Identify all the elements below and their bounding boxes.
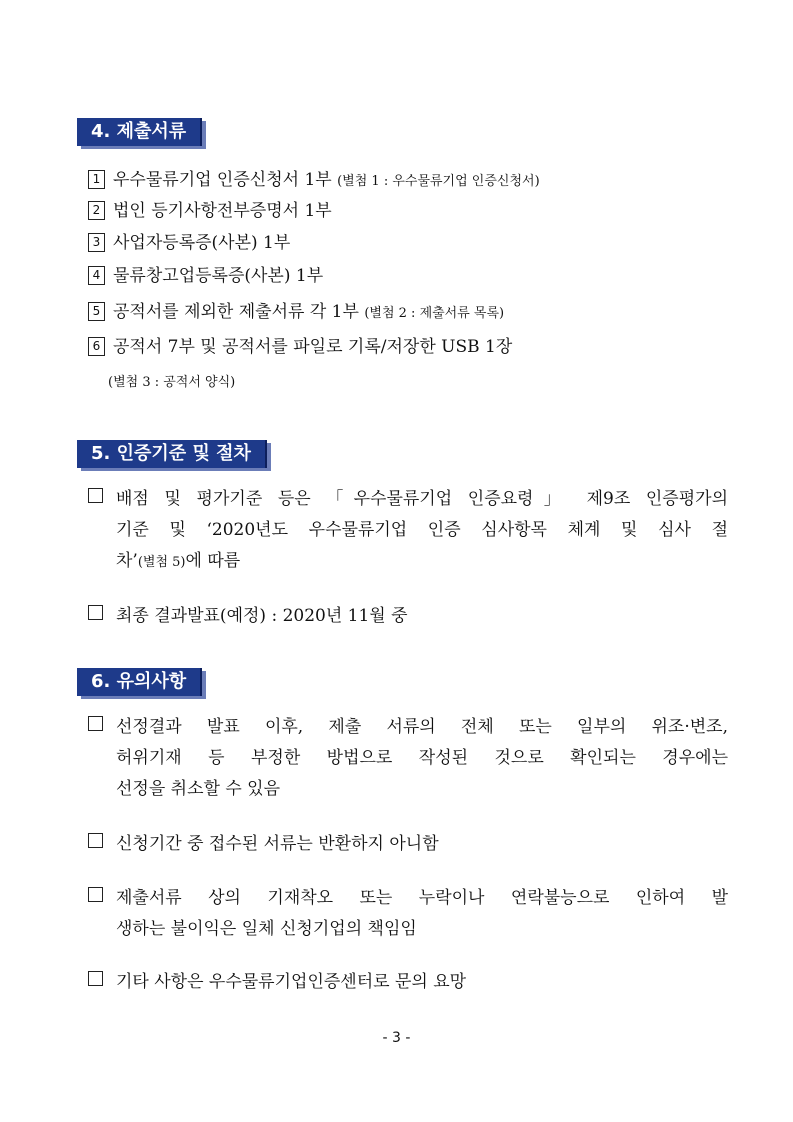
page-number: - 3 - [382, 1030, 411, 1046]
checkbox-bullet [88, 887, 103, 902]
note-line: 기타 사항은 우수물류기업인증센터로 문의 요망 [116, 972, 467, 992]
item-number-box: 1 [88, 170, 105, 189]
note-paragraph-1 [88, 712, 728, 805]
item-number-box: 4 [88, 266, 105, 285]
criteria-line-3c: 에 따름 [185, 551, 241, 571]
doc-item-text: 우수물류기업 인증신청서 1부 [113, 170, 338, 190]
doc-item-2 [88, 199, 332, 223]
criteria-paragraph [88, 484, 728, 578]
criteria-line-2: 기준 및 ‘2020년도 우수물류기업 인증 심사항목 체계 및 심사 절 [116, 520, 728, 540]
result-paragraph [88, 601, 728, 632]
checkbox-bullet [88, 971, 103, 986]
doc-item-5 [88, 300, 504, 326]
doc-item-text: 법인 등기사항전부증명서 1부 [113, 201, 332, 221]
item-number-box: 6 [88, 337, 105, 356]
doc-item-3 [88, 231, 290, 255]
doc-item-text: 공적서를 제외한 제출서류 각 1부 [113, 302, 365, 322]
note-paragraph-2 [88, 829, 728, 860]
checkbox-bullet [88, 833, 103, 848]
item-number-box: 2 [88, 201, 105, 220]
note-paragraph-3 [88, 883, 728, 945]
section-heading-documents: 4. 제출서류 [77, 118, 202, 146]
criteria-line-3a: 차’ [116, 551, 138, 571]
checkbox-bullet [88, 605, 103, 620]
doc-item-text: 물류창고업등록증(사본) 1부 [113, 266, 324, 286]
doc-item-text: 사업자등록증(사본) 1부 [113, 233, 291, 253]
doc-item-6 [88, 335, 512, 359]
criteria-annex-ref: (별첨 5) [137, 555, 186, 570]
note-line: 생하는 불이익은 일체 신청기업의 책임임 [116, 919, 417, 939]
note-paragraph-4 [88, 967, 728, 998]
criteria-line-1: 배점 및 평가기준 등은 「우수물류기업 인증요령」 제9조 인증평가의 [116, 489, 728, 509]
section-heading-notes: 6. 유의사항 [77, 668, 202, 696]
checkbox-bullet [88, 716, 103, 731]
doc-extra-note: (별첨 3 : 공적서 양식) [108, 375, 236, 390]
item-number-box: 5 [88, 302, 105, 321]
section-heading-criteria: 5. 인증기준 및 절차 [77, 440, 267, 468]
note-line: 선정결과 발표 이후, 제출 서류의 전체 또는 일부의 위조·변조, [116, 717, 728, 737]
note-line: 허위기재 등 부정한 방법으로 작성된 것으로 확인되는 경우에는 [116, 748, 728, 768]
item-number-box: 3 [88, 233, 105, 252]
doc-item-4 [88, 264, 323, 288]
note-line: 제출서류 상의 기재착오 또는 누락이나 연락불능으로 인하여 발 [116, 888, 728, 908]
note-line: 신청기간 중 접수된 서류는 반환하지 아니함 [116, 834, 439, 854]
doc-item-text: 공적서 7부 및 공적서를 파일로 기록/저장한 USB 1장 [113, 337, 513, 357]
result-line: 최종 결과발표(예정) : 2020년 11월 중 [116, 606, 408, 626]
doc-item-note: (별첨 1 : 우수물류기업 인증신청서) [337, 174, 540, 189]
checkbox-bullet [88, 488, 103, 503]
doc-item-note: (별첨 2 : 제출서류 목록) [364, 306, 505, 321]
doc-item-1 [88, 168, 540, 194]
note-line: 선정을 취소할 수 있음 [116, 779, 281, 799]
